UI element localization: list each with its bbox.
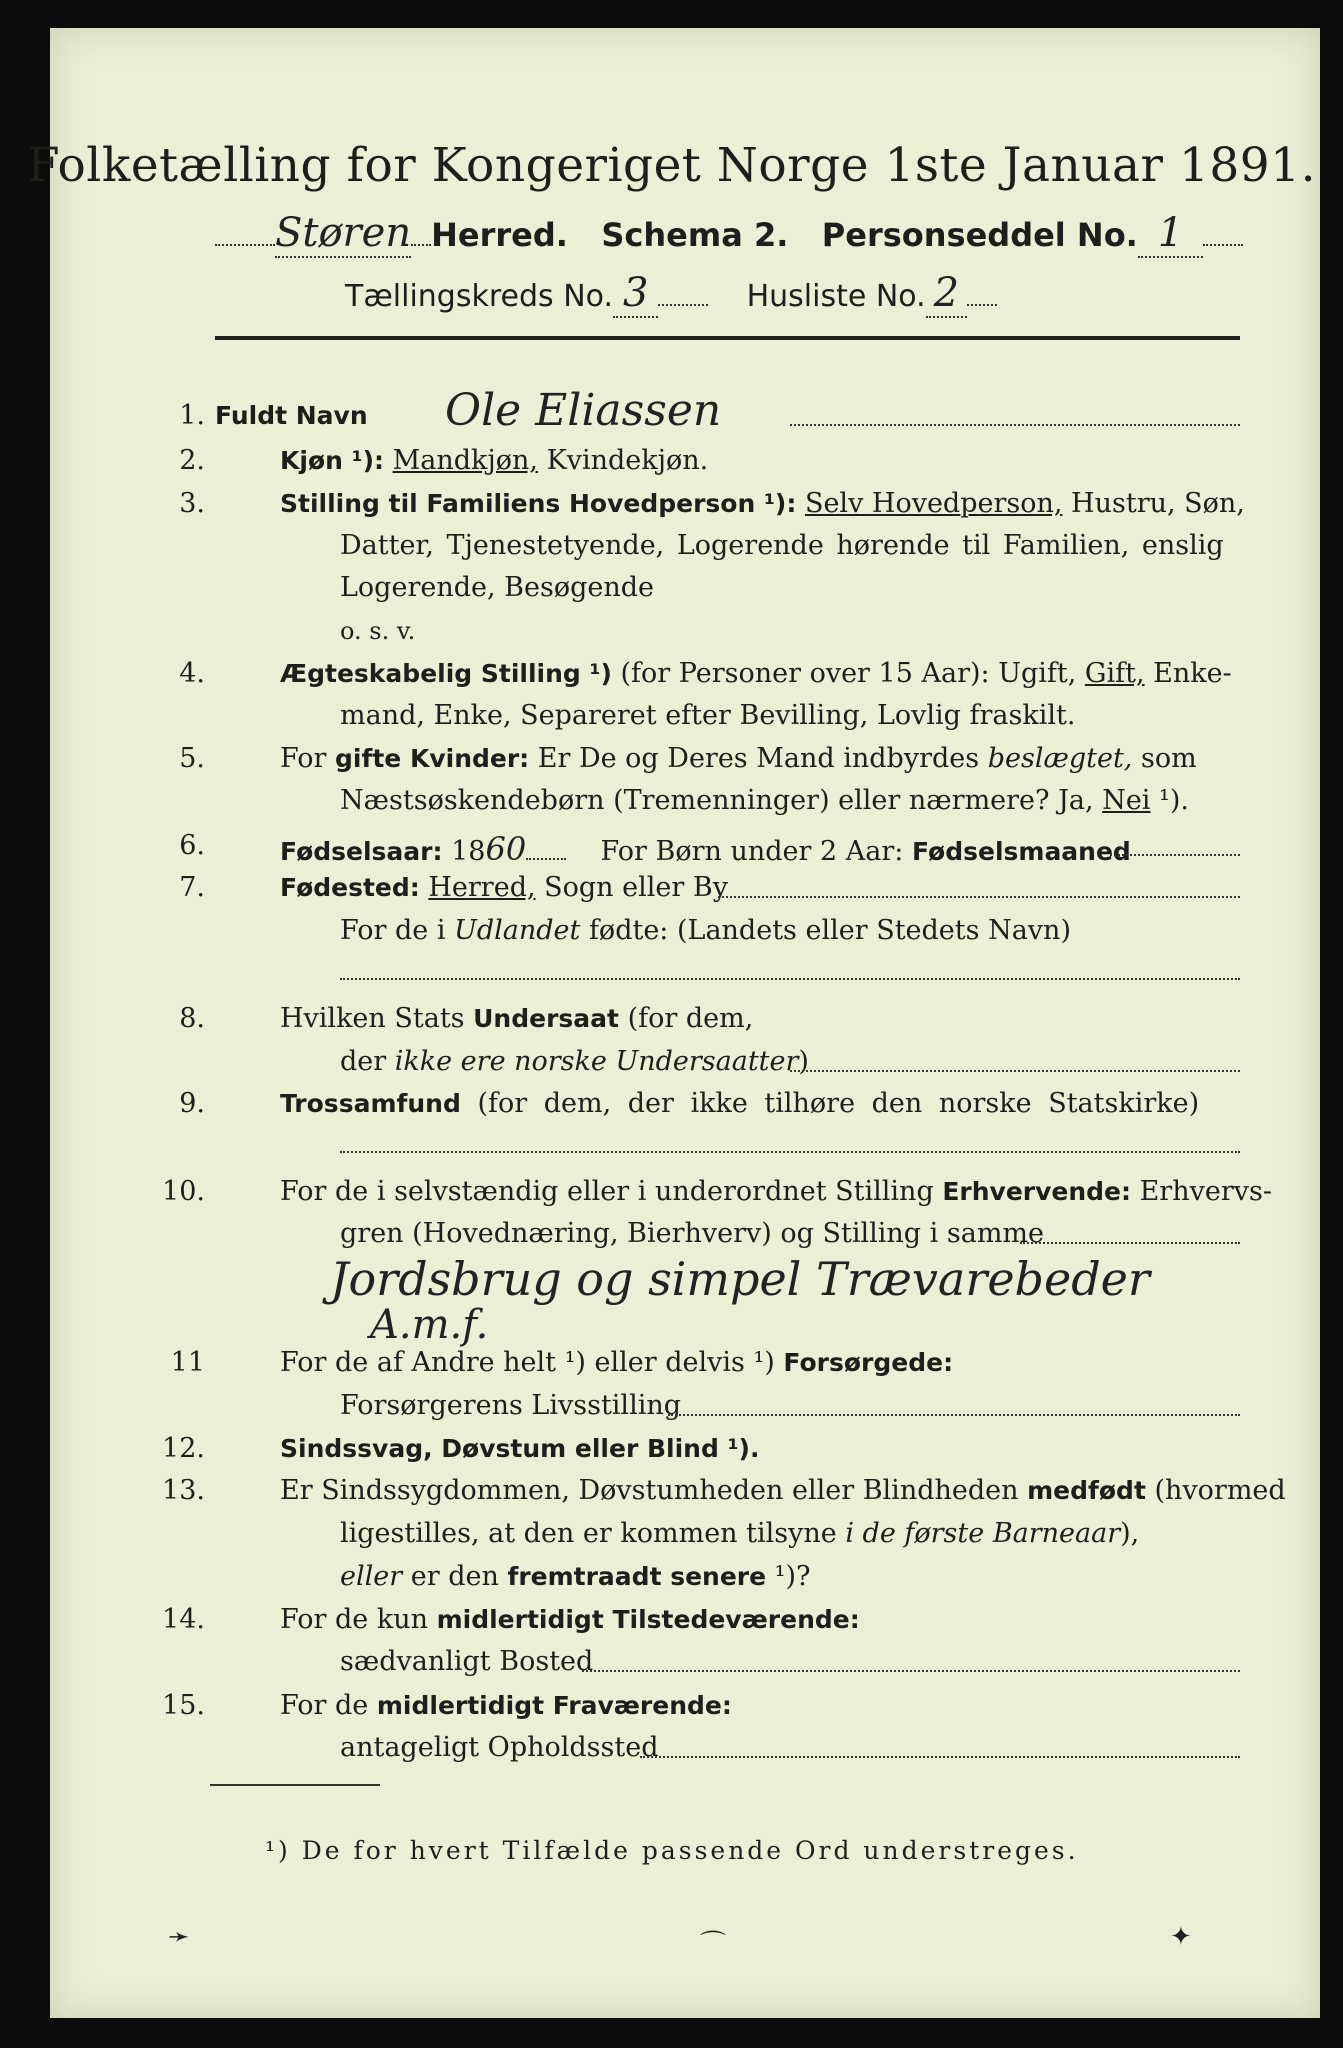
item-12: 12. Sindssvag, Døvstum eller Blind ¹). bbox=[162, 1433, 760, 1464]
item-1: 1. Fuldt Navn bbox=[179, 400, 368, 431]
item-8: 8. Hvilken Stats Undersaat (for dem, bbox=[179, 1003, 754, 1034]
item-11: 11 For de af Andre helt ¹) eller delvis ¹) Forsørgede: bbox=[170, 1347, 954, 1378]
item-15: 15. For de midlertidigt Fraværende: bbox=[162, 1690, 732, 1721]
item-6: 6. Fødselsaar: 1860 For Børn under 2 Aar: Fødselsmaaned bbox=[179, 830, 1131, 868]
item-13: 13. Er Sindssygdommen, Døvstumheden eller Blindheden medfødt (hvormed bbox=[162, 1475, 1286, 1506]
footnote-rule bbox=[210, 1784, 380, 1786]
punch-mark-right-icon: ✦ bbox=[1170, 1922, 1192, 1952]
husliste-value: 2 bbox=[926, 270, 967, 318]
husliste-label: Husliste No. bbox=[746, 279, 926, 314]
item-10: 10. For de i selvstændig eller i underordnet Stilling Erhvervende: Erhvervs- bbox=[162, 1176, 1272, 1207]
item-9: 9. Trossamfund (for dem, der ikke tilhøre den norske Statskirke) bbox=[179, 1088, 1200, 1119]
item-1-label: Fuldt Navn bbox=[215, 401, 368, 430]
item-4: 4. Ægteskabelig Stilling ¹) (for Personer over 15 Aar): Ugift, Gift, Enke- bbox=[179, 658, 1232, 689]
punch-mark-left-icon: ➛ bbox=[168, 1922, 190, 1952]
kreds-line bbox=[345, 270, 997, 318]
item-3: 3. Stilling til Familiens Hovedperson ¹): Selv Hovedperson, Hustru, Søn, bbox=[179, 488, 1245, 519]
personseddel-label: Personseddel No. bbox=[821, 216, 1138, 254]
item-10-value-1: Jordsbrug og simpel Trævarebeder bbox=[330, 1252, 1150, 1306]
item-10-value-2: A.m.f. bbox=[370, 1302, 489, 1348]
birth-year-value: 60 bbox=[485, 830, 527, 868]
kreds-value: 3 bbox=[613, 270, 658, 318]
punch-mark-center-icon: ⌒ bbox=[700, 1930, 727, 1960]
personseddel-value: 1 bbox=[1138, 210, 1203, 258]
header-rule bbox=[215, 336, 1240, 340]
herred-value: Støren bbox=[275, 210, 412, 256]
kreds-label: Tællingskreds No. bbox=[345, 279, 613, 314]
item-2: 2. Kjøn ¹): Mandkjøn, Kvindekjøn. bbox=[179, 445, 709, 476]
herred-line bbox=[215, 210, 1243, 258]
schema-label: Schema 2. bbox=[601, 216, 789, 254]
item-1-value: Ole Eliassen bbox=[445, 385, 722, 436]
footnote: ¹) De for hvert Tilfælde passende Ord understreges. bbox=[265, 1836, 1079, 1865]
item-5: 5. For gifte Kvinder: Er De og Deres Mand indbyrdes beslægtet, som bbox=[179, 743, 1197, 774]
herred-label: Herred. bbox=[431, 216, 568, 254]
item-14: 14. For de kun midlertidigt Tilstedeværende: bbox=[162, 1604, 860, 1635]
item-7: 7. Fødested: Herred, Sogn eller By bbox=[179, 872, 728, 903]
form-title: Folketælling for Kongeriget Norge 1ste Januar 1891. bbox=[26, 138, 1317, 193]
